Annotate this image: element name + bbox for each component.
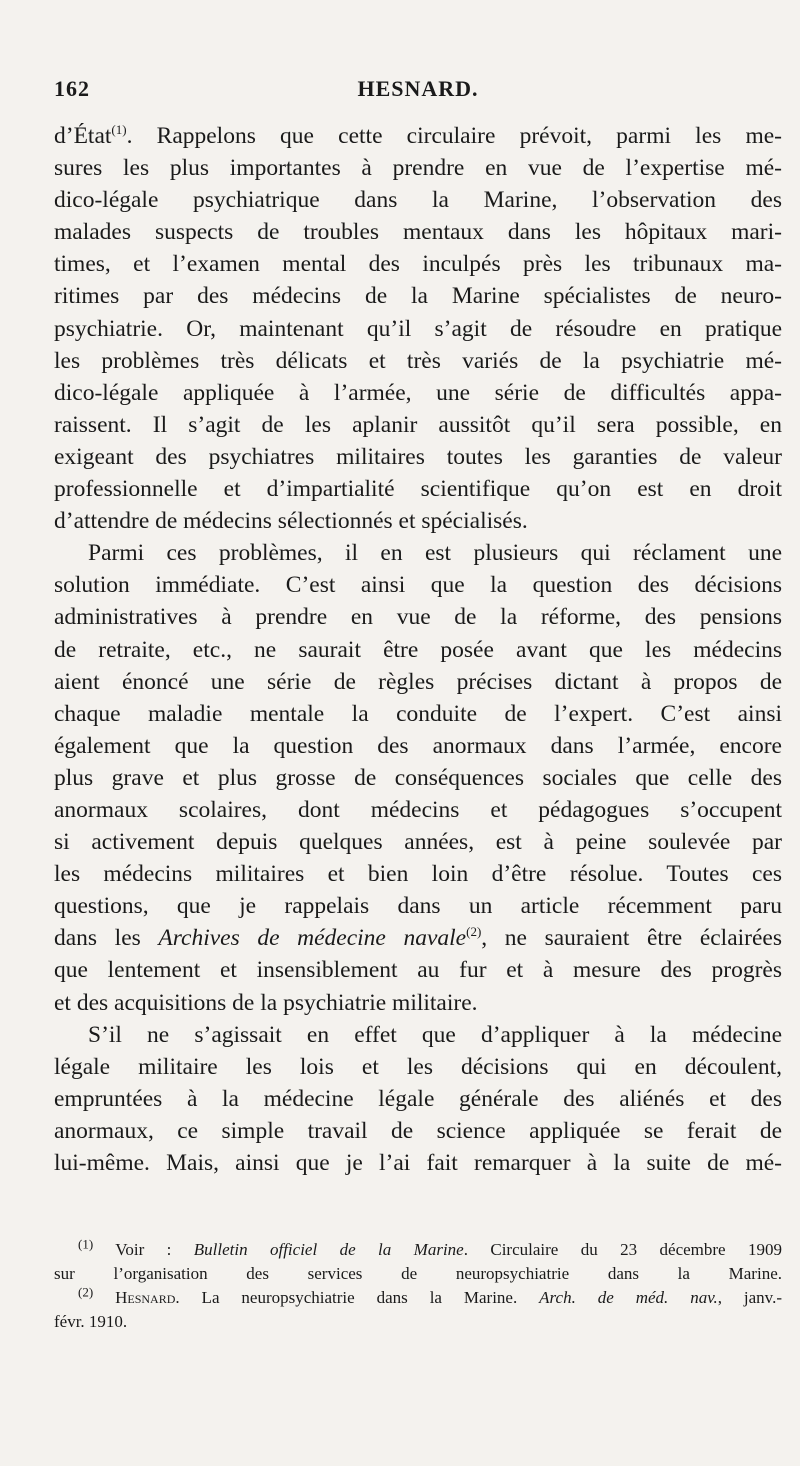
text-line: psychiatrie. Or, maintenant qu’il s’agit de résoudre en pratique <box>54 315 782 342</box>
footnote-1-cont: sur l’organisation des services de neuropsychiatrie dans la Marine. <box>54 1264 782 1283</box>
text-line: d’attendre de médecins sélectionnés et spécialisés. <box>54 508 528 535</box>
page-number: 162 <box>54 76 90 101</box>
footnote-ref-1: (1) <box>111 122 127 138</box>
text-line: si activement depuis quelques années, est à peine soulevée par <box>54 829 782 856</box>
text-line: malades suspects de troubles mentaux dans les hôpitaux mari- <box>54 219 782 246</box>
text-fragment: . La neuropsychiatrie dans la Marine. <box>175 1288 540 1307</box>
footnote-mark: (2) <box>78 1284 94 1300</box>
text-line: times, et l’examen mental des inculpés près les tribunaux ma- <box>54 251 782 278</box>
text-line: exigeant des psychiatres militaires toutes les garanties de valeur <box>54 443 782 470</box>
text-line: légale militaire les lois et les décisions qui en découlent, <box>54 1053 782 1080</box>
text-fragment: dans les <box>54 925 159 952</box>
text-line: empruntées à la médecine légale générale des aliénés et des <box>54 1085 782 1112</box>
text-fragment: . Circulaire du 23 décembre 1909 <box>463 1240 783 1259</box>
text-fragment: , janv.- <box>717 1288 782 1307</box>
text-line: également que la question des anormaux dans l’armée, encore <box>54 732 782 759</box>
text-line: Parmi ces problèmes, il en est plusieurs qui réclament une <box>88 540 782 567</box>
text-line: anormaux scolaires, dont médecins et pédagogues s’occupent <box>54 796 782 823</box>
text-line: administratives à prendre en vue de la réforme, des pensions <box>54 604 782 631</box>
text-line: les problèmes très délicats et très variés de la psychiatrie mé- <box>54 347 782 374</box>
text-line: chaque maladie mentale la conduite de l’expert. C’est ainsi <box>54 700 782 727</box>
footnote-1 <box>54 1238 782 1262</box>
text-fragment: Voir : <box>93 1240 194 1259</box>
text-line: raissent. Il s’agit de les aplanir aussitôt qu’il sera possible, en <box>54 411 782 438</box>
footnote-2-cont: févr. 1910. <box>54 1312 128 1331</box>
text-line: les médecins militaires et bien loin d’être résolue. Toutes ces <box>54 861 782 888</box>
main-text <box>54 120 782 1179</box>
text-fragment: . Rappelons que cette circulaire prévoit, parmi les me- <box>126 123 782 149</box>
text-fragment: , ne sauraient être éclairées <box>481 925 782 952</box>
text-line <box>54 922 782 954</box>
footnotes <box>54 1238 782 1334</box>
footnote-ref-2: (2) <box>466 924 482 940</box>
text-line <box>54 120 782 152</box>
text-line: sures les plus importantes à prendre en vue de l’expertise mé- <box>54 155 782 182</box>
text-line: dico-légale psychiatrique dans la Marine, l’observation des <box>54 187 782 214</box>
text-line: lui-même. Mais, ainsi que je l’ai fait remarquer à la suite de mé- <box>54 1150 782 1176</box>
running-head: HESNARD. <box>357 76 479 101</box>
text-line: de retraite, etc., ne saurait être posée avant que les médecins <box>54 636 782 663</box>
journal-abbrev: Arch. de méd. nav. <box>539 1288 718 1307</box>
text-line: plus grave et plus grosse de conséquences sociales que celle des <box>54 764 782 791</box>
footnote-2 <box>54 1286 782 1310</box>
text-line: que lentement et insensiblement au fur et à mesure des progrès <box>54 957 782 984</box>
text-line: et des acquisitions de la psychiatrie militaire. <box>54 989 478 1016</box>
bulletin-title: Bulletin officiel de la Marine <box>193 1240 464 1259</box>
text-line: S’il ne s’agissait en effet que d’appliquer à la médecine <box>88 1021 782 1048</box>
text-line: professionnelle et d’impartialité scientifique qu’on est en droit <box>54 476 782 503</box>
text-fragment: d’État <box>54 123 112 149</box>
journal-title: Archives de médecine navale <box>158 925 467 952</box>
text-line: questions, que je rappelais dans un article récemment paru <box>54 893 782 920</box>
text-line: dico-légale appliquée à l’armée, une série de difficultés appa- <box>54 379 782 406</box>
author-name: Hesnard <box>115 1288 176 1307</box>
page-header <box>54 76 782 112</box>
text-line: aient énoncé une série de règles précises dictant à propos de <box>54 668 782 695</box>
footnote-mark: (1) <box>78 1236 94 1252</box>
text-line: anormaux, ce simple travail de science appliquée se ferait de <box>54 1117 782 1144</box>
text-line: ritimes par des médecins de la Marine spécialistes de neuro- <box>54 283 782 310</box>
text-line: solution immédiate. C’est ainsi que la question des décisions <box>54 572 782 599</box>
